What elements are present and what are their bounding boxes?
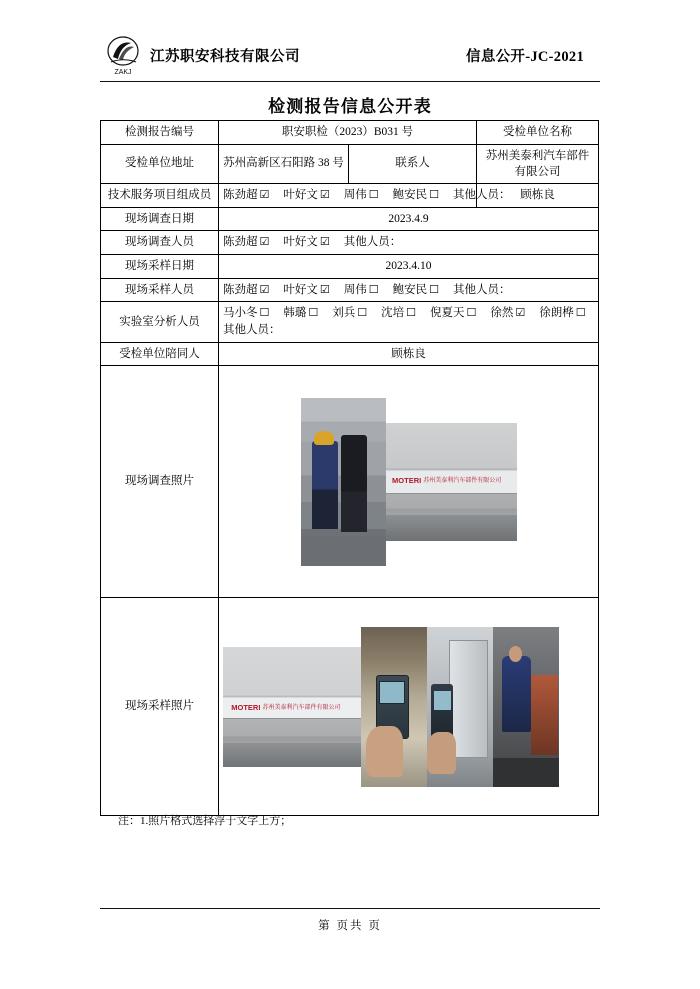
hand-shape bbox=[366, 726, 403, 777]
sample-staff-label: 现场采样人员 bbox=[101, 278, 219, 302]
table-row-lab-staff bbox=[101, 302, 599, 342]
table-row-escort bbox=[101, 342, 599, 366]
table-row-survey-date bbox=[101, 207, 599, 231]
survey-date-value: 2023.4.9 bbox=[219, 207, 599, 231]
sign-company: 苏州美泰利汽车部件有限公司 bbox=[262, 705, 341, 712]
escort-label: 受检单位陪同人 bbox=[101, 342, 219, 366]
report-no-label: 检测报告编号 bbox=[101, 121, 219, 145]
worker-head-shape bbox=[509, 646, 522, 662]
photo-company-sign bbox=[386, 423, 517, 541]
lab-staff-label: 实验室分析人员 bbox=[101, 302, 219, 342]
document-footer bbox=[100, 908, 600, 933]
sample-photo-cell bbox=[219, 598, 599, 816]
sample-date-label: 现场采样日期 bbox=[101, 254, 219, 278]
table-row-tech-team bbox=[101, 183, 599, 207]
photo-company-sign-2 bbox=[223, 647, 361, 767]
contact-value: 顾栋良 bbox=[477, 183, 599, 207]
photo-sampling-instrument-2 bbox=[427, 627, 493, 787]
sign-brand: MOTERI bbox=[392, 476, 422, 486]
table-row-sample-staff bbox=[101, 278, 599, 302]
contact-label: 联系人 bbox=[349, 144, 477, 183]
photo-sampling-instrument-1 bbox=[361, 627, 427, 787]
table-row-survey-photos bbox=[101, 366, 599, 598]
survey-photo-row bbox=[223, 369, 594, 594]
shadow-shape bbox=[223, 743, 361, 767]
survey-photo-label: 现场调查照片 bbox=[101, 366, 219, 598]
hand-shape bbox=[427, 732, 456, 774]
survey-staff-label: 现场调查人员 bbox=[101, 231, 219, 255]
table-row-client-addr bbox=[101, 144, 599, 183]
escort-value: 顾栋良 bbox=[219, 342, 599, 366]
sign-brand: MOTERI bbox=[231, 703, 261, 713]
lab-staff-members: 马小冬 ☐ 韩璐 ☐ 刘兵 ☐ 沈培 ☐ 倪夏天 ☐ 徐然 ☑ 徐朗桦 ☐ 其他人员： bbox=[219, 302, 599, 342]
worker-body-shape bbox=[502, 656, 531, 733]
report-info-table-main bbox=[100, 120, 599, 816]
client-addr-value: 苏州高新区石阳路 38 号 bbox=[219, 144, 349, 183]
survey-staff-members: 陈劲超 ☑ 叶好文 ☑ 其他人员： bbox=[219, 231, 599, 255]
floor-shape bbox=[301, 536, 386, 566]
client-addr-label: 受检单位地址 bbox=[101, 144, 219, 183]
photo-worker-at-machine bbox=[493, 627, 559, 787]
note-text: 注：1.照片格式选择浮于文字上方； bbox=[118, 815, 292, 827]
survey-photo-cell bbox=[219, 366, 599, 598]
page-title: 检测报告信息公开表 bbox=[268, 97, 432, 116]
svg-text:ZAKJ: ZAKJ bbox=[114, 68, 132, 76]
shadow-shape bbox=[386, 515, 517, 541]
sample-date-value: 2023.4.10 bbox=[219, 254, 599, 278]
client-name-label-text: 受检单位名称 bbox=[503, 126, 573, 138]
table-row-sample-date bbox=[101, 254, 599, 278]
client-name-value: 苏州美泰利汽车部件有限公司 bbox=[477, 144, 599, 183]
photo-site-survey-workers bbox=[301, 398, 386, 566]
document-header bbox=[100, 30, 600, 82]
sign-text bbox=[392, 475, 510, 489]
tech-team-label: 技术服务项目组成员 bbox=[101, 183, 219, 207]
table-row-report-no bbox=[101, 121, 599, 145]
company-name: 江苏职安科技有限公司 bbox=[150, 49, 300, 65]
floor-shape bbox=[493, 758, 559, 787]
instrument-screen bbox=[434, 691, 451, 710]
helmet-shape bbox=[314, 431, 334, 444]
tech-team-members: 陈劲超 ☑ 叶好文 ☑ 周伟 ☐ 鲍安民 ☐ 其他人员： bbox=[219, 183, 477, 207]
table-row-survey-staff bbox=[101, 231, 599, 255]
sign-text bbox=[231, 702, 355, 715]
sample-photo-row bbox=[223, 601, 594, 812]
client-name-label bbox=[477, 121, 599, 145]
report-no-value: 职安职检（2023）B031 号 bbox=[219, 121, 477, 145]
zaki-logo-icon bbox=[100, 34, 146, 78]
document-code: 信息公开-JC-2021 bbox=[466, 49, 584, 65]
sample-photo-label: 现场采样照片 bbox=[101, 598, 219, 816]
table-row-sample-photos bbox=[101, 598, 599, 816]
sample-staff-members: 陈劲超 ☑ 叶好文 ☑ 周伟 ☐ 鲍安民 ☐ 其他人员： bbox=[219, 278, 599, 302]
instrument-screen bbox=[379, 681, 404, 703]
survey-date-label: 现场调查日期 bbox=[101, 207, 219, 231]
sign-company: 苏州美泰利汽车部件有限公司 bbox=[423, 478, 502, 485]
page-number: 第 页共 页 bbox=[318, 920, 382, 932]
machine-shape bbox=[531, 675, 557, 755]
